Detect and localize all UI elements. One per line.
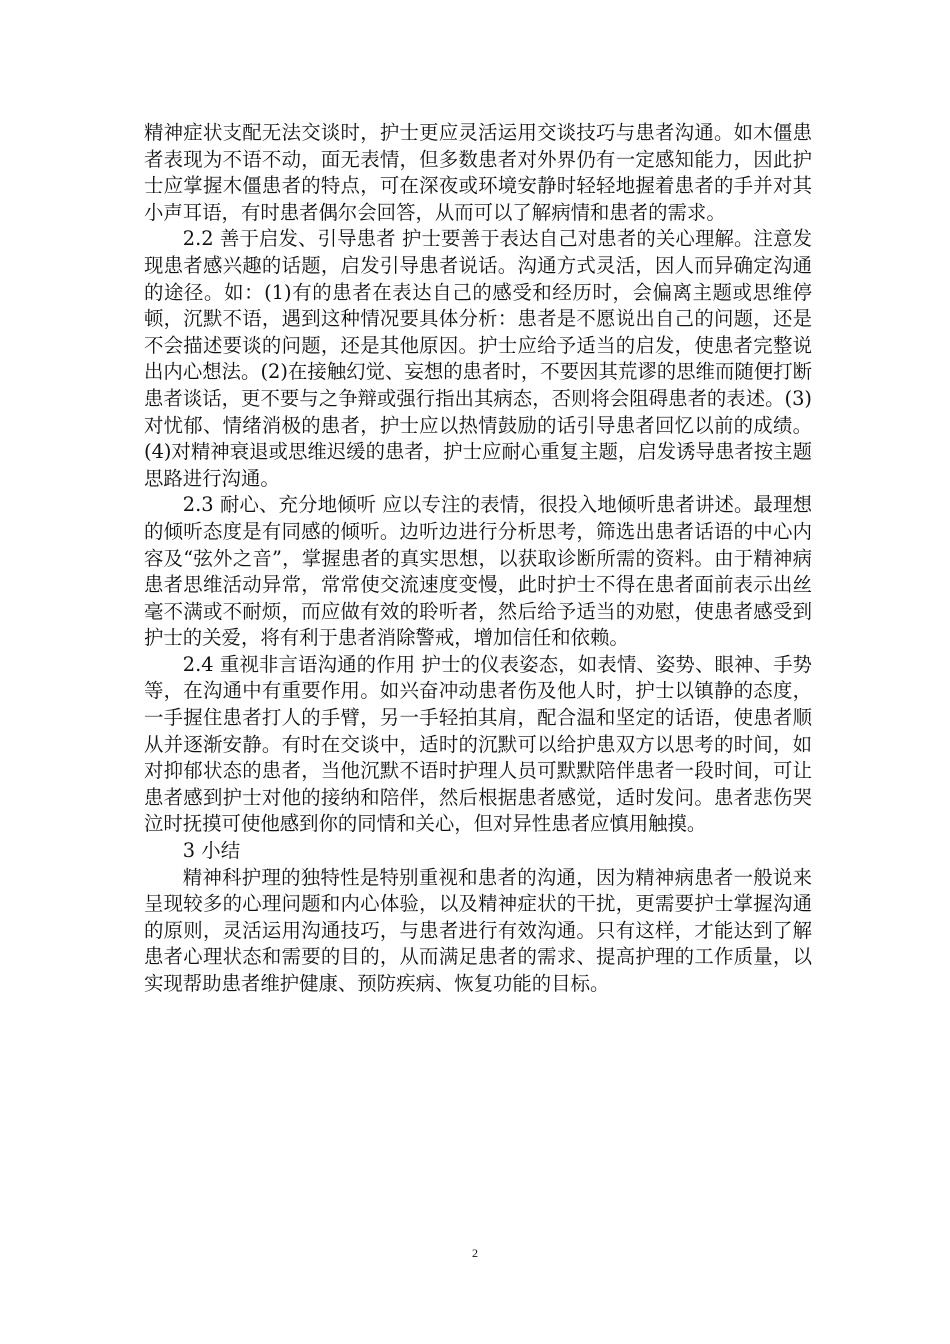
paragraph-section-2-4: 2.4 重视非言语沟通的作用 护士的仪表姿态，如表情、姿势、眼神、手势等，在沟通中有重要作用。如兴奋冲动患者伤及他人时，护士以镇静的态度，一手握住患者打人的手臂，另一手轻拍其肩，配合温和坚定的话语，使患者顺从并逐渐安静。有时在交谈中，适时的沉默可以给护患双方以思考的时间，如对抑郁状态的患者，当他沉默不语时护理人员可默默陪伴患者一段时间，可让患者感到护士对他的接纳和陪伴，然后根据患者感觉，适时发问。患者悲伤哭泣时抚摸可使他感到你的同情和关心，但对异性患者应慎用触摸。 <box>144 652 812 836</box>
section-heading-summary: 3 小结 <box>182 839 241 863</box>
paragraph-section-2-3: 2.3 耐心、充分地倾听 应以专注的表情，很投入地倾听患者讲述。最理想的倾听态度是有同感的倾听。边听边进行分析思考，筛选出患者话语的中心内容及“弦外之音”，掌握患者的真实思想，以获取诊断所需的资料。由于精神病患者思维活动异常，常常使交流速度变慢，此时护士不得在患者面前表示出丝毫不满或不耐烦，而应做有效的聆听者，然后给予适当的劝慰，使患者感受到护士的关爱，将有利于患者消除警戒，增加信任和依赖。 <box>144 493 812 650</box>
paragraph-continuation: 精神症状支配无法交谈时，护士更应灵活运用交谈技巧与患者沟通。如木僵患者表现为不语不动，面无表情，但多数患者对外界仍有一定感知能力，因此护士应掌握木僵患者的特点，可在深夜或环境安静时轻轻地握着患者的手并对其小声耳语，有时患者偶尔会回答，从而可以了解病情和患者的需求。 <box>144 121 812 224</box>
paragraph-summary: 精神科护理的独特性是特别重视和患者的沟通，因为精神病患者一般说来呈现较多的心理问题和内心体验，以及精神症状的干扰，更需要护士掌握沟通的原则，灵活运用沟通技巧，与患者进行有效沟通。只有这样，才能达到了解患者心理状态和需要的目的，从而满足患者的需求、提高护理的工作质量，以实现帮助患者维护健康、预防疾病、恢复功能的目标。 <box>144 865 812 995</box>
paragraph-section-2-2: 2.2 善于启发、引导患者 护士要善于表达自己对患者的关心理解。注意发现患者感兴趣的话题，启发引导患者说话。沟通方式灵活，因人而异确定沟通的途径。如：(1)有的患者在表达自己的感受和经历时，会偏离主题或思维停顿，沉默不语，遇到这种情况要具体分析：患者是不愿说出自己的问题，还是不会描述要谈的问题，还是其他原因。护士应给予适当的启发，使患者完整说出内心想法。(2)在接触幻觉、妄想的患者时，不要因其荒谬的思维而随便打断患者谈话，更不要与之争辩或强行指出其病态，否则将会阻碍患者的表述。(3)对忧郁、情绪消极的患者，护士应以热情鼓励的话引导患者回忆以前的成绩。(4)对精神衰退或思维迟缓的患者，护士应耐心重复主题，启发诱导患者按主题思路进行沟通。 <box>144 227 812 490</box>
document-body <box>144 120 812 998</box>
page-number: 2 <box>472 1246 478 1260</box>
